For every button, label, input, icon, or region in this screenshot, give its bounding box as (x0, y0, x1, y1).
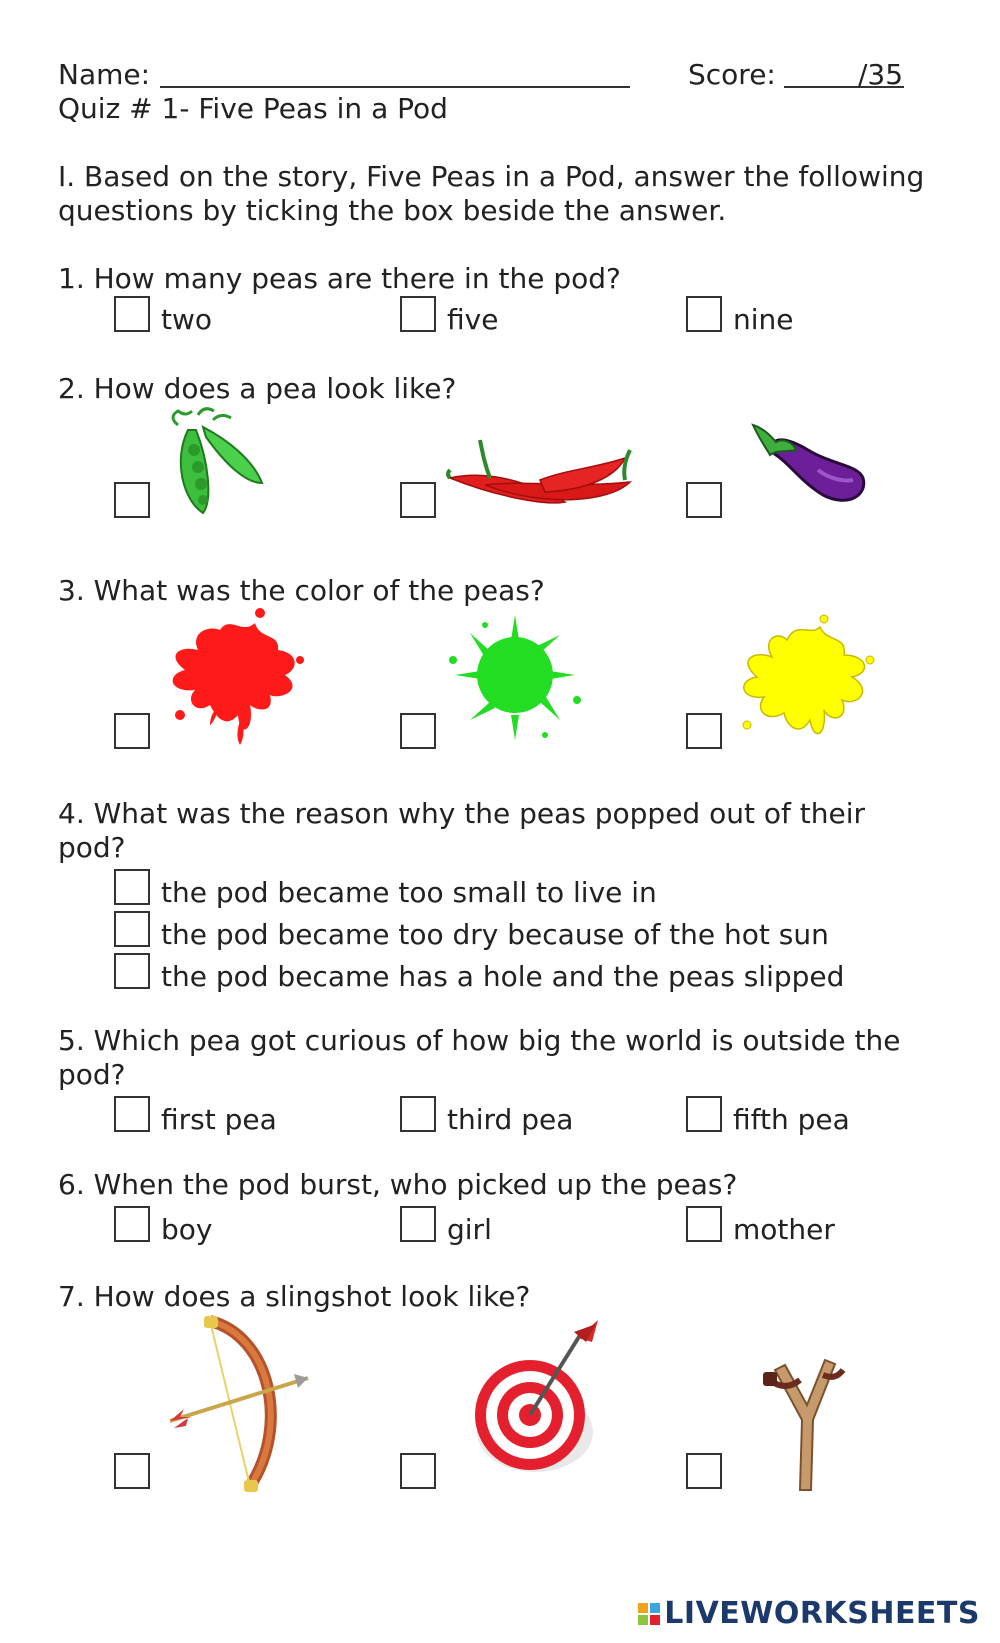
yellow-splash-image (732, 615, 877, 745)
checkbox-q2-chili[interactable] (400, 482, 436, 518)
checkbox-q1-nine[interactable] (686, 296, 722, 332)
option-q1-five: five (447, 303, 499, 336)
name-label: Name: (58, 58, 151, 91)
option-q5-first: first pea (161, 1103, 277, 1136)
checkbox-q4-small[interactable] (114, 869, 150, 905)
option-q4-dry: the pod became too dry because of the hot sun (161, 918, 829, 951)
checkbox-q4-dry[interactable] (114, 911, 150, 947)
checkbox-q1-two[interactable] (114, 296, 150, 332)
question-1: 1. How many peas are there in the pod? (58, 262, 621, 295)
option-q4-small: the pod became too small to live in (161, 876, 657, 909)
instructions-line1: I. Based on the story, Five Peas in a Pod, answer the following (58, 160, 925, 193)
name-field[interactable] (160, 86, 630, 88)
question-5-line2: pod? (58, 1058, 126, 1091)
checkbox-q3-yellow[interactable] (686, 713, 722, 749)
liveworksheets-logo-icon (638, 1603, 660, 1625)
option-q4-hole: the pod became has a hole and the peas slipped (161, 960, 845, 993)
question-4-line2: pod? (58, 831, 126, 864)
checkbox-q5-third[interactable] (400, 1096, 436, 1132)
question-6: 6. When the pod burst, who picked up the peas? (58, 1168, 738, 1201)
question-2: 2. How does a pea look like? (58, 372, 457, 405)
checkbox-q5-first[interactable] (114, 1096, 150, 1132)
quiz-title: Quiz # 1- Five Peas in a Pod (58, 92, 448, 125)
checkbox-q6-mother[interactable] (686, 1206, 722, 1242)
instructions-line2: questions by ticking the box beside the answer. (58, 194, 727, 227)
checkbox-q7-slingshot[interactable] (686, 1453, 722, 1489)
liveworksheets-logo (638, 1596, 980, 1631)
dart-target-image (470, 1320, 620, 1480)
question-7: 7. How does a slingshot look like? (58, 1280, 531, 1313)
option-q6-mother: mother (733, 1213, 835, 1246)
score-label: Score: (688, 58, 776, 91)
checkbox-q3-red[interactable] (114, 713, 150, 749)
checkbox-q3-green[interactable] (400, 713, 436, 749)
pea-pod-image (158, 405, 268, 520)
brand-text: LIVEWORKSHEETS (664, 1596, 980, 1631)
question-4-line1: 4. What was the reason why the peas popped out of their (58, 797, 865, 830)
checkbox-q5-fifth[interactable] (686, 1096, 722, 1132)
option-q1-nine: nine (733, 303, 794, 336)
score-total: /35 (858, 58, 904, 91)
checkbox-q7-bow[interactable] (114, 1453, 150, 1489)
question-3: 3. What was the color of the peas? (58, 574, 545, 607)
checkbox-q2-eggplant[interactable] (686, 482, 722, 518)
checkbox-q7-target[interactable] (400, 1453, 436, 1489)
eggplant-image (748, 420, 868, 515)
red-chili-image (445, 440, 640, 520)
option-q5-fifth: fifth pea (733, 1103, 850, 1136)
bow-and-arrow-image (160, 1316, 320, 1491)
option-q5-third: third pea (447, 1103, 574, 1136)
slingshot-image (765, 1340, 845, 1490)
red-splash-image (160, 605, 310, 745)
checkbox-q6-girl[interactable] (400, 1206, 436, 1242)
option-q6-girl: girl (447, 1213, 492, 1246)
option-q6-boy: boy (161, 1213, 213, 1246)
question-5-line1: 5. Which pea got curious of how big the world is outside the (58, 1024, 901, 1057)
checkbox-q4-hole[interactable] (114, 953, 150, 989)
checkbox-q6-boy[interactable] (114, 1206, 150, 1242)
green-splash-image (445, 615, 585, 745)
option-q1-two: two (161, 303, 213, 336)
checkbox-q1-five[interactable] (400, 296, 436, 332)
checkbox-q2-pea[interactable] (114, 482, 150, 518)
